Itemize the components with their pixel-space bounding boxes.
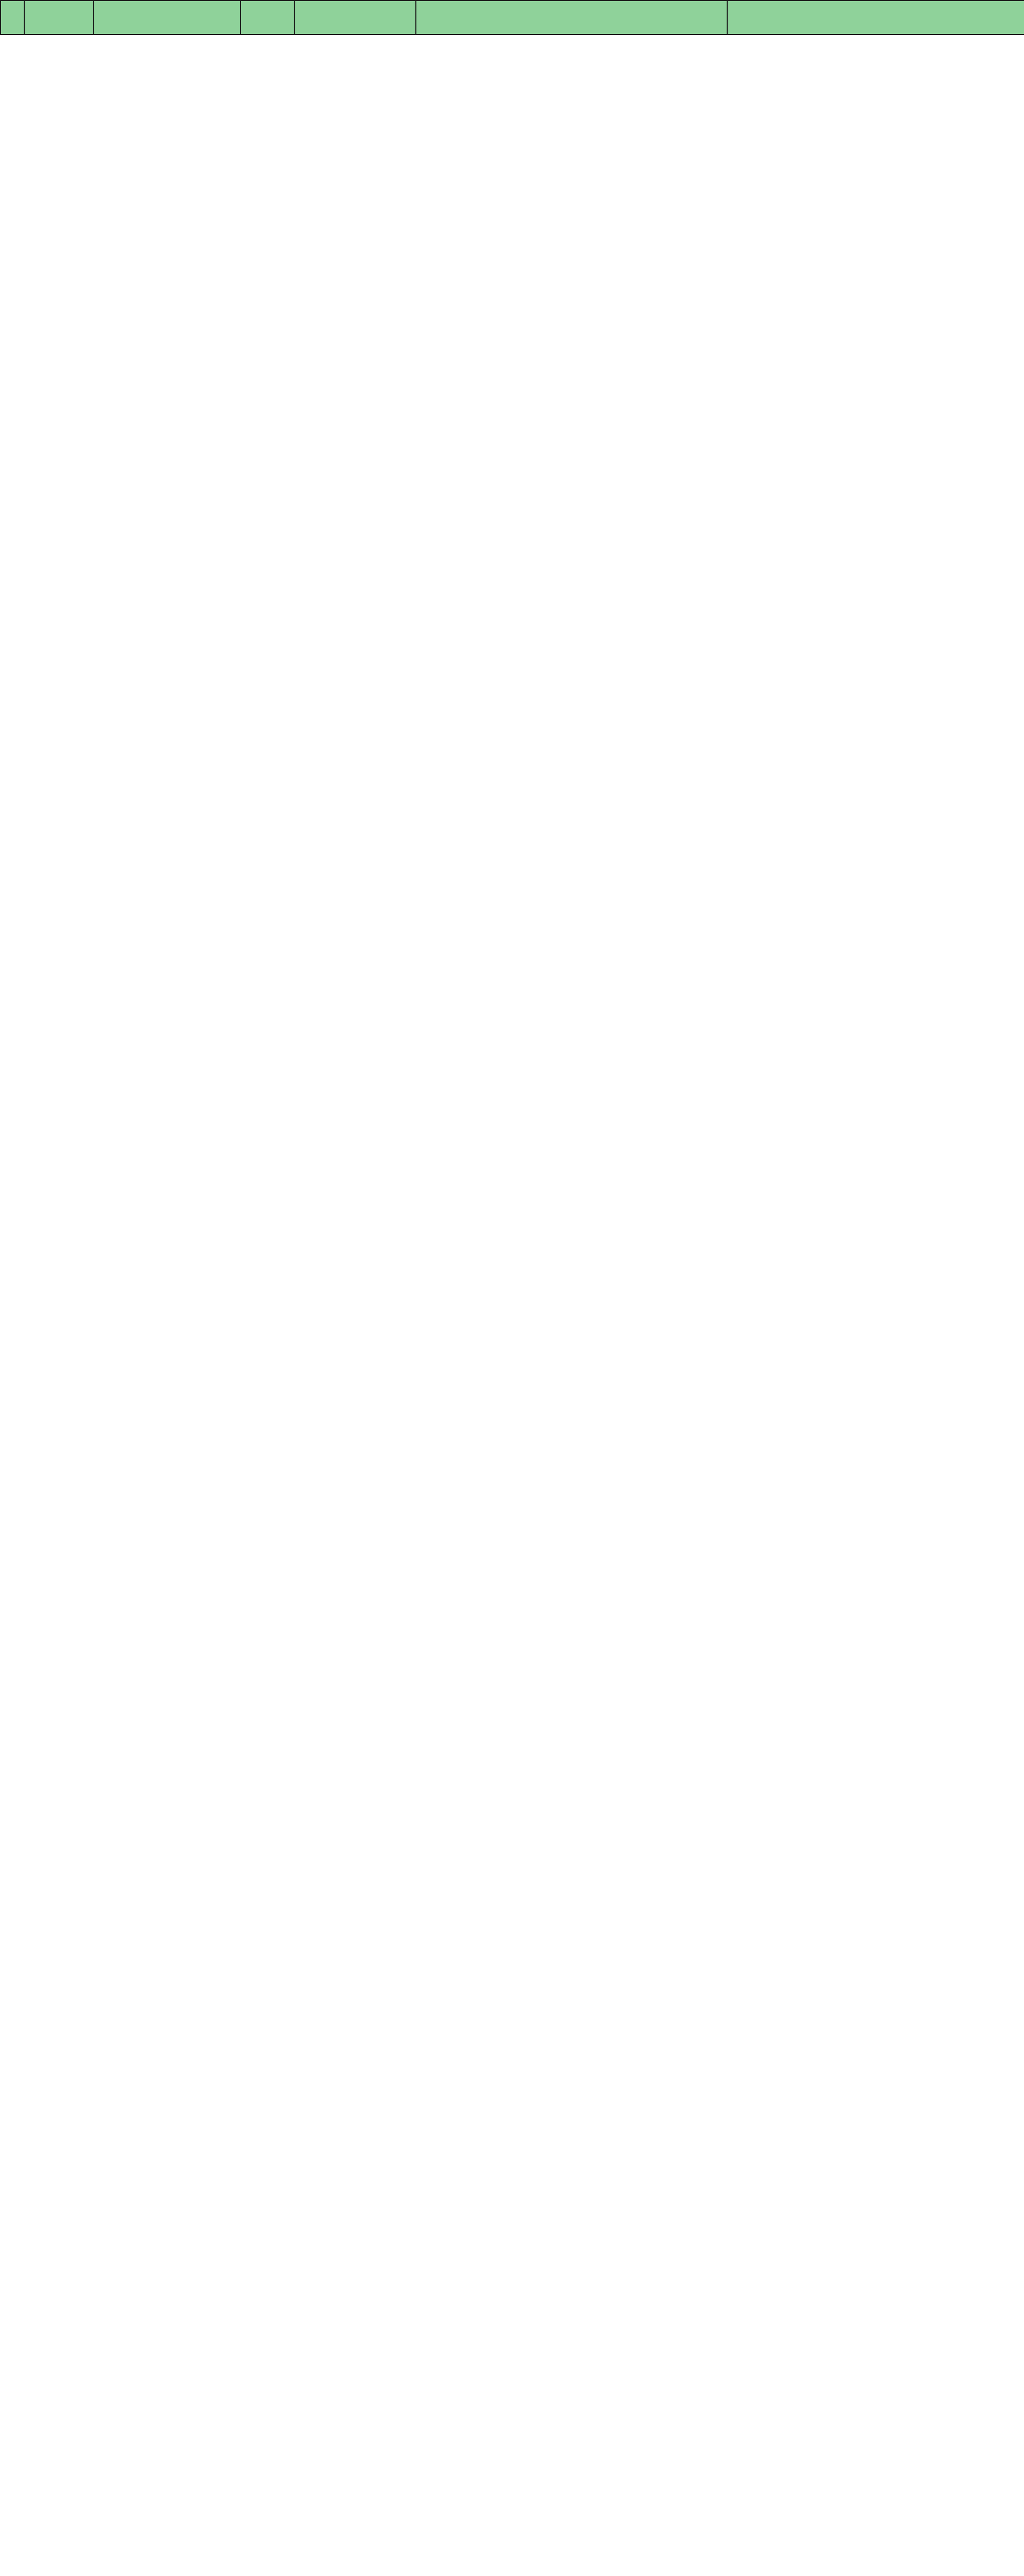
header-source bbox=[727, 1, 1024, 35]
weapon-parts-table bbox=[0, 0, 1024, 35]
header-weapon bbox=[24, 1, 93, 35]
header-effect bbox=[416, 1, 727, 35]
header-row bbox=[1, 1, 1024, 35]
header-stamina bbox=[241, 1, 294, 35]
header-attack bbox=[93, 1, 241, 35]
header-part bbox=[294, 1, 416, 35]
header-star bbox=[1, 1, 24, 35]
